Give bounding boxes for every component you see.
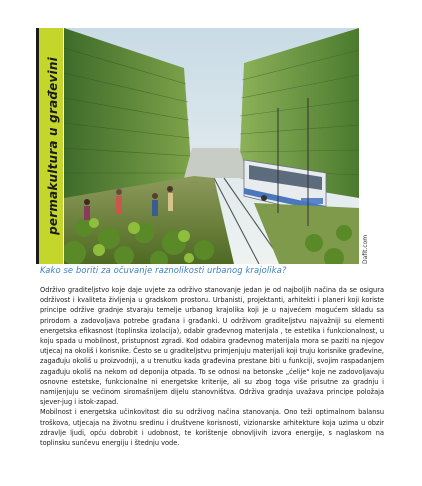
section-tab-label: permakultura u građevini — [46, 57, 60, 235]
article-body — [40, 285, 384, 448]
section-tab — [36, 28, 63, 264]
urban-garden-photo — [64, 28, 359, 264]
photo-credit-strip — [359, 28, 371, 264]
photo-credit: Dafit.com — [362, 234, 369, 264]
section-question: Kako se boriti za očuvanje raznolikosti urbanog krajolika? — [40, 265, 287, 275]
paragraph: Održivo graditeljstvo koje daje uvjete za održivo stanovanje jedan je od najboljih načina da se osigura održivost i kvaliteta življenja u gradskom prostoru. Urbanisti, projektanti, arhitekti i planeri koji koriste principe održive gradnje stvaraju temelje urbanog krajolika koji je u najvećem mogućem skladu sa prirodom a zadovoljava potrebe građana i građanki. U održivom graditeljstvu najvažniji su elementi energetska efikasnost (toplinska izolacija), odabir građevnog materijala , te estetika i funkcionalnost, u koju spada u mobilnost, pristupnost zgradi. Kod odabira građevnog materijala mora se paziti na njegov utjecaj na okoliš i korisnike. Često se u graditeljstvu primjenjuju materijali koji truju korisnike građevine, zagađuju okoliš u proizvodnji, a u trenutku kada građevina prestane biti u funkciji, svojim raspadanjem zagađuju okoliš na nekom od deponija otpada. To se odnosi na betonske „ćelije" koje ne zadovoljavaju osnovne estetske, funkcionalne ni energetske kriterije, ali su zbog toga više prisutne za gradnju i namijenjuju se većinom siromašnijem dijelu stanovništva. Održiva gradnja uvažava principe položaja sjever-jug i istok-zapad. — [40, 286, 384, 407]
paragraph: Mobilnost i energetska učinkovitost dio su održivog načina stanovanja. Ono teži optimalnom balansu troškova, utjecaja na životnu sredinu i društvene korisnosti, vizionarske arhitekture koja uzima u obzir zdravlje ljudi, opću dobrobit i udobnost, te korištenje obnovljivih izvora energije, s naglaskom na toplinsku sunčevu energiju i štednju vode. — [40, 408, 384, 448]
